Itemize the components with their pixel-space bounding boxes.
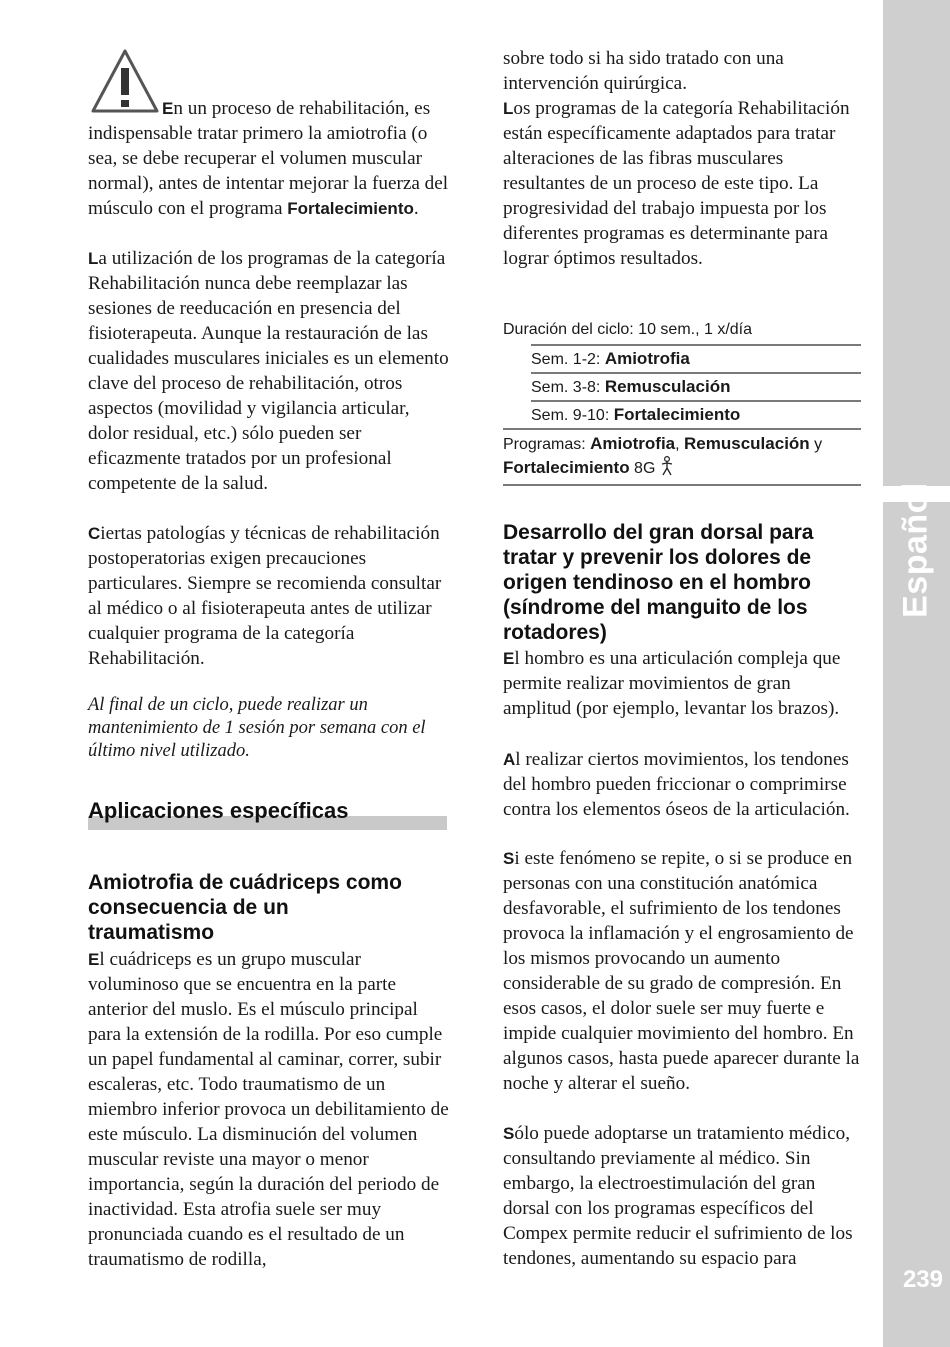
language-sidebar (883, 0, 950, 1347)
maintenance-note: Al final de un ciclo, puede realizar un mantenimiento de 1 sesión por semana con el último nivel utilizado. (88, 695, 426, 761)
dropcap: A (503, 750, 516, 769)
cycle-row: Sem. 9-10: Fortalecimiento (531, 400, 861, 428)
cycle-row: Sem. 1-2: Amiotrofia (531, 344, 861, 372)
dropcap: C (88, 524, 101, 543)
dropcap: L (503, 99, 514, 118)
dropcap: E (162, 99, 174, 118)
subheading-quadriceps: Amiotrofia de cuádriceps como consecuencia de un traumatismo (88, 871, 402, 944)
program-name: Fortalecimiento (287, 199, 414, 218)
language-label: Español (896, 482, 935, 618)
dropcap: L (88, 249, 99, 268)
intro-paragraph: En un proceso de rehabilitación, es indispensable tratar primero la amiotrofia (o sea, se debe recuperar el volumen muscular normal), antes de intentar mejorar la fuerza del músculo con el programa Fortalecimiento. (88, 98, 449, 219)
section-heading-band (88, 796, 447, 832)
paragraph-quadriceps: El cuádriceps es un grupo muscular voluminoso que se encuentra en la parte anterior del muslo. Es el músculo principal para la extensión de la rodilla. Por eso cumple un papel fundamental al caminar, correr, subir escaleras, etc. Todo traumatismo de un miembro inferior provoca un debilitamiento de este músculo. La disminución del volumen muscular reviste una mayor o menor importancia, según la duración del periodo de inactividad. Esta atrofia suele ser muy pronunciada cuando es el resultado de un traumatismo de rodilla, (88, 949, 449, 1270)
paragraph-tendons: Al realizar ciertos movimientos, los tendones del hombro pueden friccionar o comprimirse contra los elementos óseos de la articulación. (503, 749, 850, 820)
person-figure-icon (660, 456, 674, 476)
paragraph-rehab-professional: La utilización de los programas de la categoría Rehabilitación nunca debe reemplazar las sesiones de reeducación en presencia del fisioterapeuta. Aunque la restauración de las cualidades musculares iniciales es un elemento clave del proceso de rehabilitación, otros aspectos (movilidad y vigilancia articular, dolor residual, etc.) sólo pueden ser eficazmente tratados por un profesional competente de la salud. (88, 248, 449, 494)
continued-text: sobre todo si ha sido tratado con una intervención quirúrgica. (503, 48, 784, 94)
page-number: 239 (902, 1266, 943, 1293)
dropcap: S (503, 1124, 515, 1143)
dropcap: E (88, 950, 100, 969)
paragraph-programs: Los programas de la categoría Rehabilitación están específicamente adaptados para tratar alteraciones de las fibras musculares resultantes de un proceso de este tipo. La progresividad del trabajo impuesta por los diferentes programas es determinante para lograr óptimos resultados. (503, 98, 850, 269)
paragraph-treatment: Sólo puede adoptarse un tratamiento médico, consultando previamente al médico. Sin embargo, la electroestimulación del gran dorsal con los programas específicos del Compex permite reducir el sufrimiento de los tendones, aumentando su espacio para (503, 1123, 853, 1269)
dropcap: E (503, 649, 515, 668)
section-heading: Aplicaciones específicas (88, 798, 349, 823)
programs-row: Programas: Amiotrofia, Remusculación y Fortalecimiento 8G (503, 428, 861, 486)
paragraph-precautions: Ciertas patologías y técnicas de rehabilitación postoperatorias exigen precauciones particulares. Siempre se recomienda consultar al médico o al fisioterapeuta antes de utilizar cualquier programa de la categoría Rehabilitación. (88, 523, 442, 669)
paragraph-inflammation: Si este fenómeno se repite, o si se produce en personas con una constitución anatómica desfavorable, el sufrimiento de los tendones provoca la inflamación y el engrosamiento de los mismos provocando un aumento considerable de su grado de compresión. En esos casos, el dolor suele ser muy fuerte e impide cualquier movimiento del hombro. En algunos casos, hasta puede aparecer durante la noche y alterar el sueño. (503, 848, 860, 1094)
cycle-table (503, 344, 861, 486)
heading-gran-dorsal: Desarrollo del gran dorsal para tratar y prevenir los dolores de origen tendinoso en el hombro (síndrome del manguito de los rotadores) (503, 521, 814, 644)
dropcap: S (503, 849, 515, 868)
paragraph-shoulder: El hombro es una articulación compleja que permite realizar movimientos de gran amplitud (por ejemplo, levantar los brazos). (503, 648, 841, 719)
cycle-row: Sem. 3-8: Remusculación (531, 372, 861, 400)
cycle-duration-label: Duración del ciclo: 10 sem., 1 x/día (503, 321, 753, 338)
